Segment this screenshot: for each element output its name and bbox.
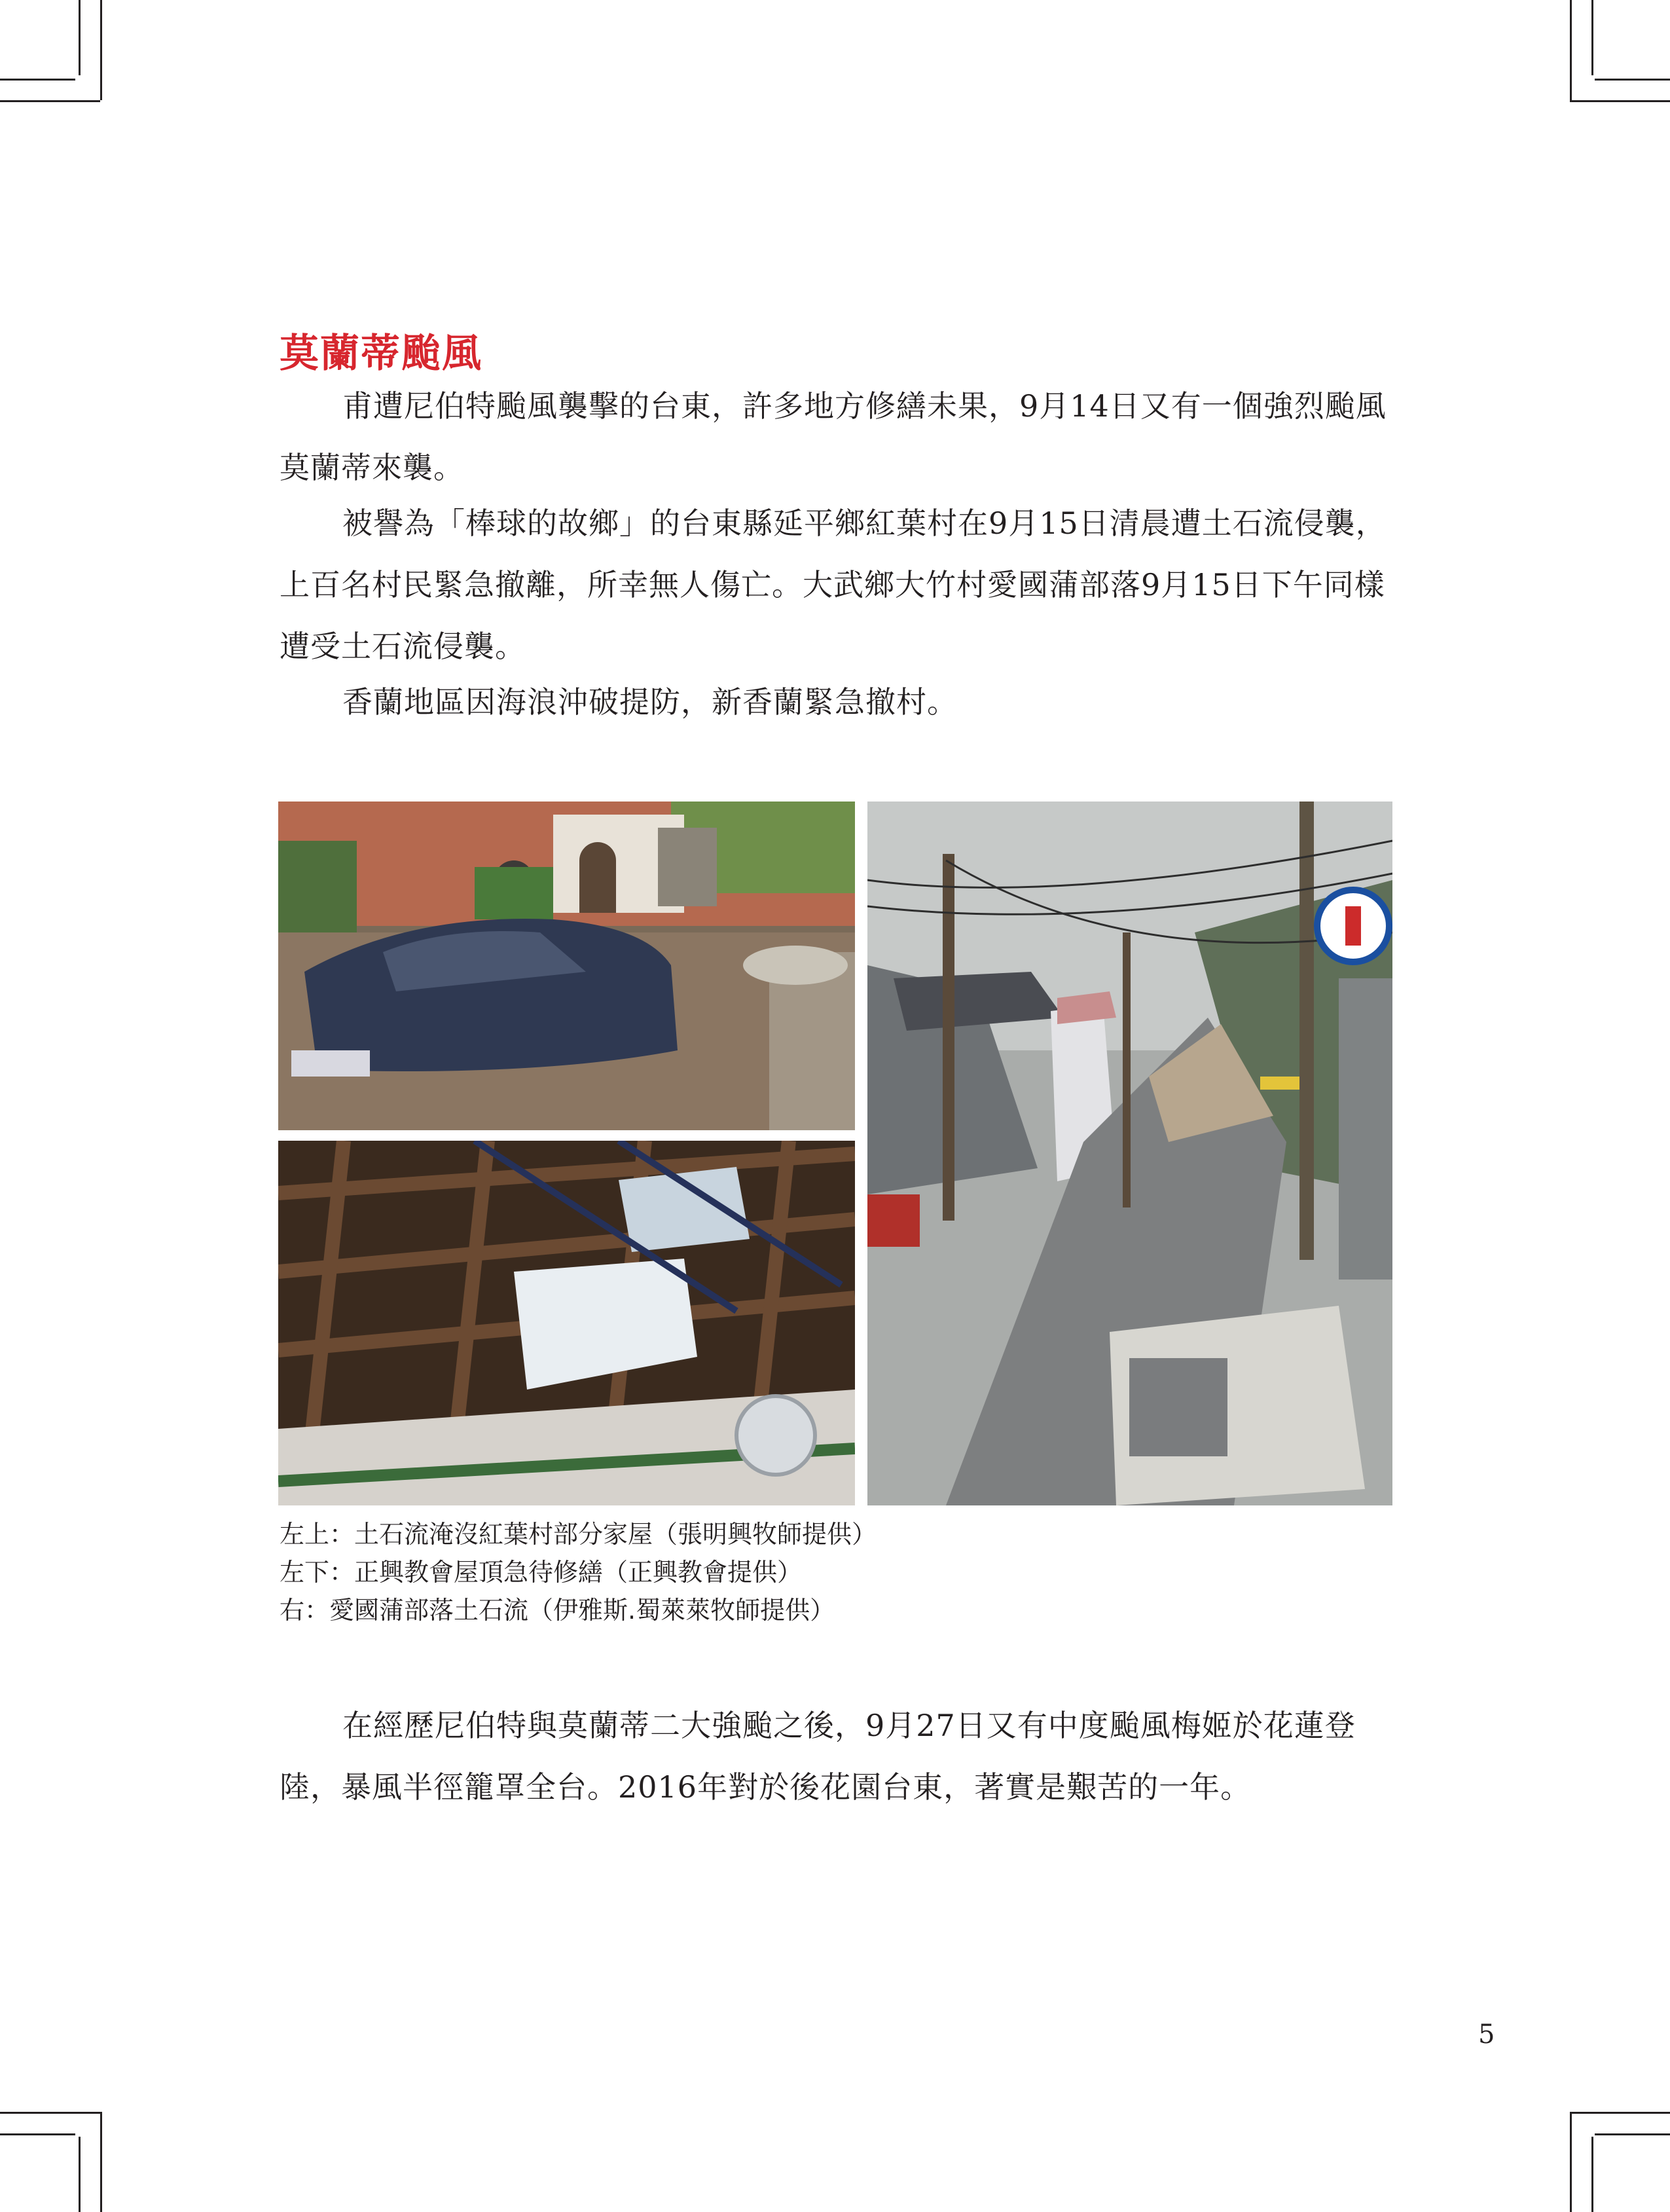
- caption-top-left: 左上：土石流淹沒紅葉村部分家屋（張明興牧師提供）: [280, 1520, 877, 1549]
- caption-right: 右：愛國蒲部落土石流（伊雅斯.蜀萊萊牧師提供）: [280, 1596, 835, 1625]
- photo-flooded-car: [278, 802, 855, 1130]
- paragraph-1: 甫遭尼伯特颱風襲擊的台東，許多地方修繕未果，9月14日又有一個強烈颱風莫蘭蒂來襲。: [280, 388, 1387, 485]
- paragraph-3: 香蘭地區因海浪沖破提防，新香蘭緊急撤村。: [342, 684, 958, 720]
- photo-damaged-roof: [278, 1141, 855, 1505]
- page-number: 5: [1478, 2019, 1495, 2050]
- paragraph-2: 被譽為「棒球的故鄉」的台東縣延平鄉紅葉村在9月15日清晨遭土石流侵襲，上百名村民緊急撤離，所幸無人傷亡。大武鄉大竹村愛國蒲部落9月15日下午同樣遭受土石流侵襲。: [280, 506, 1387, 664]
- photo-mudslide-street: [867, 802, 1392, 1505]
- caption-bottom-left: 左下：正興教會屋頂急待修繕（正興教會提供）: [280, 1558, 803, 1587]
- section-heading: 莫蘭蒂颱風: [280, 331, 482, 377]
- closing-paragraph: 在經歷尼伯特與莫蘭蒂二大強颱之後，9月27日又有中度颱風梅姬於花蓮登陸，暴風半徑籠罩全台。2016年對於後花園台東，著實是艱苦的一年。: [280, 1708, 1356, 1805]
